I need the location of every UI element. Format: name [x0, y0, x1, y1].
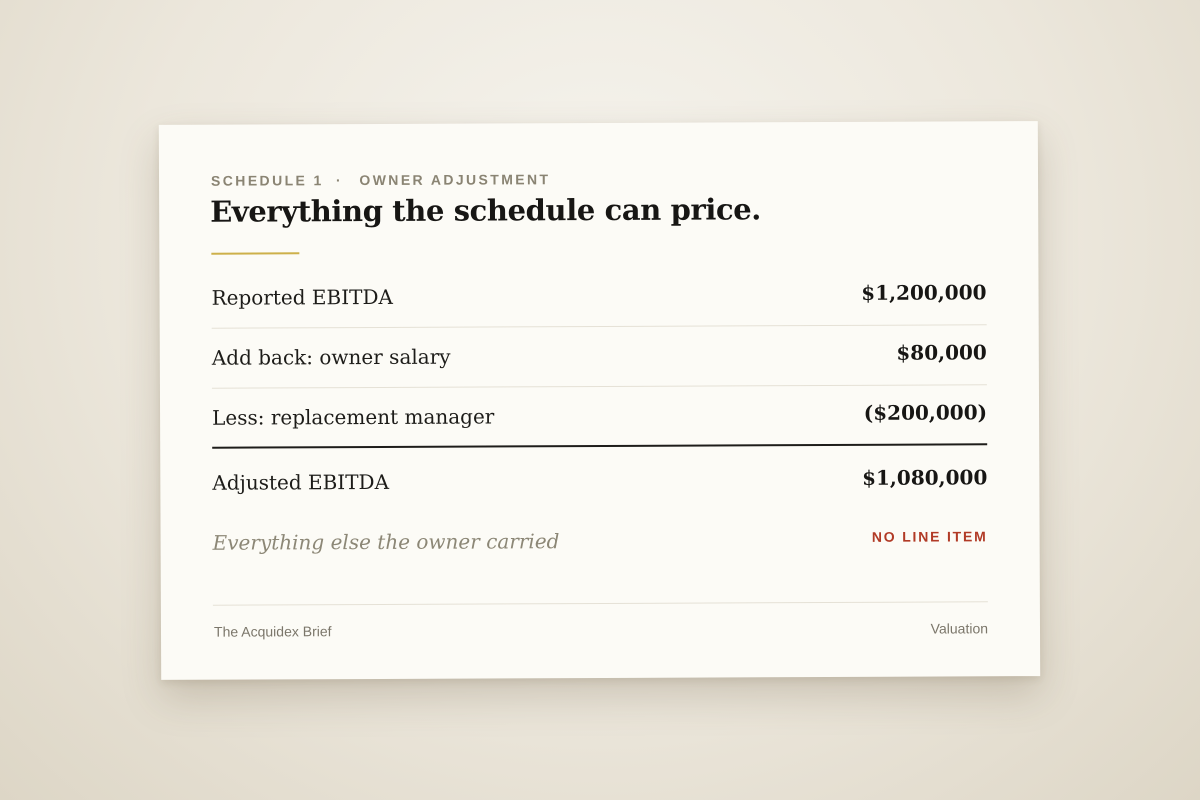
total-value: $1,080,000: [862, 465, 988, 490]
total-label: Adjusted EBITDA: [212, 469, 390, 495]
line-item-value: $80,000: [896, 340, 987, 365]
line-item-owner-salary: [212, 325, 987, 388]
unpriced-note-label: Everything else the owner carried: [212, 529, 560, 555]
line-item-label: Less: replacement manager: [212, 404, 495, 430]
total-row-adjusted-ebitda: [212, 445, 987, 514]
line-item-value: $1,200,000: [861, 280, 987, 305]
section-label: OWNER ADJUSTMENT: [359, 171, 551, 189]
eyebrow-separator: ·: [335, 172, 344, 189]
category-label: Valuation: [930, 620, 989, 637]
line-item-replacement-manager: [212, 385, 987, 448]
line-item-label: Add back: owner salary: [211, 344, 451, 370]
line-item-reported-ebitda: [211, 265, 986, 328]
line-item-value: ($200,000): [863, 400, 988, 425]
unpriced-note-row: [212, 511, 987, 582]
schedule-card: [159, 121, 1040, 680]
eyebrow: [211, 171, 551, 188]
schedule-label: SCHEDULE 1: [211, 172, 324, 189]
footer-divider: [213, 601, 988, 605]
publication-name: The Acquidex Brief: [213, 623, 332, 640]
line-item-label: Reported EBITDA: [211, 284, 393, 310]
page-title: Everything the schedule can price.: [210, 192, 762, 229]
schedule-table: [211, 265, 987, 582]
no-line-item-flag: NO LINE ITEM: [871, 528, 988, 545]
title-accent-rule: [211, 252, 299, 254]
